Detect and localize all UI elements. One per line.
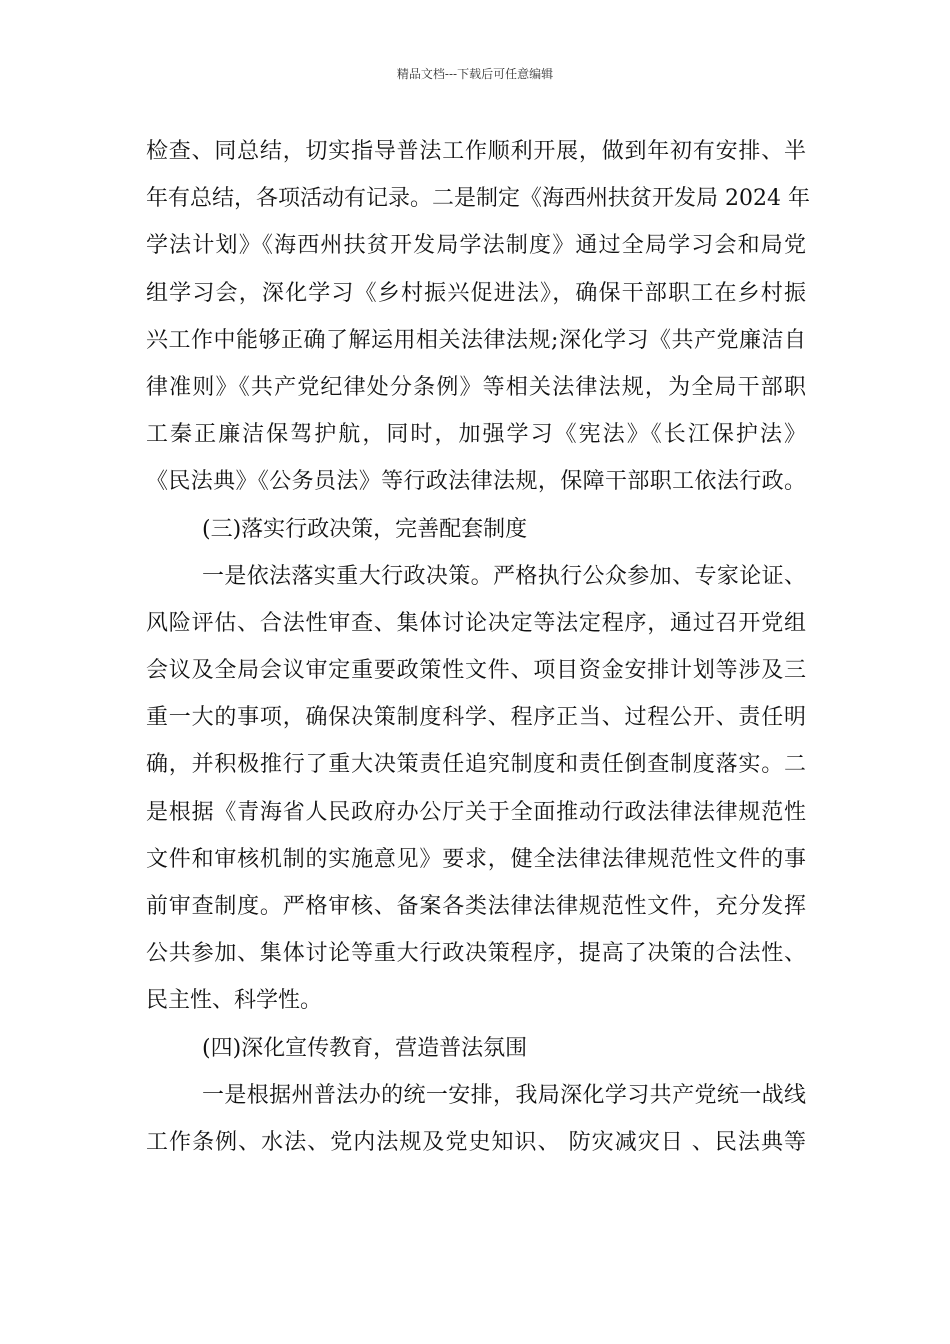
text-line: 《民法典》《公务员法》等行政法律法规，保障干部职工依法行政。: [146, 469, 806, 495]
text-line: 民主性、科学性。: [146, 988, 323, 1014]
text-line: 检查、同总结，切实指导普法工作顺利开展，做到年初有安排、半: [146, 139, 806, 164]
text-line: 是根据《青海省人民政府办公厅关于全面推动行政法律法律规范性: [146, 799, 806, 825]
page-header: 精品文档---下载后可任意编辑: [396, 67, 554, 81]
document-body: [146, 128, 810, 1166]
section-heading: (四)深化宣传教育，营造普法氛围: [202, 1035, 528, 1061]
text-line: 学法计划》《海西州扶贫开发局学法制度》通过全局学习会和局党: [146, 233, 806, 259]
text-line: 一是根据州普法办的统一安排，我局深化学习共产党统一战线: [202, 1082, 806, 1108]
text-line: 会议及全局会议审定重要政策性文件、项目资金安排计划等涉及三: [146, 658, 806, 684]
text-line: 文件和审核机制的实施意见》要求，健全法律法律规范性文件的事: [146, 846, 806, 872]
section-heading: (三)落实行政决策，完善配套制度: [202, 516, 528, 542]
text-line: 工作条例、水法、党内法规及党史知识、 防灾减灾日 、民法典等: [146, 1129, 806, 1155]
text-line: 组学习会，深化学习《乡村振兴促进法》，确保干部职工在乡村振: [146, 280, 806, 306]
text-line: 年有总结，各项活动有记录。二是制定《海西州扶贫开发局 2024 年: [146, 186, 810, 212]
text-line: 一是依法落实重大行政决策。严格执行公众参加、专家论证、: [202, 563, 806, 589]
text-line: 风险评估、合法性审查、集体讨论决定等法定程序，通过召开党组: [146, 610, 806, 636]
text-line: 前审查制度。严格审核、备案各类法律法律规范性文件，充分发挥: [146, 894, 806, 919]
text-line: 公共参加、集体讨论等重大行政决策程序，提高了决策的合法性、: [146, 941, 806, 967]
text-line: 律准则》《共产党纪律处分条例》等相关法律法规，为全局干部职: [146, 374, 806, 400]
text-line: 确，并积极推行了重大决策责任追究制度和责任倒查制度落实。二: [146, 752, 806, 778]
text-line: 重一大的事项，确保决策制度科学、程序正当、过程公开、责任明: [146, 705, 806, 731]
text-line: 兴工作中能够正确了解运用相关法律法规;深化学习《共产党廉洁自: [146, 327, 806, 353]
text-line: 工秦正廉洁保驾护航，同时，加强学习《宪法》《长江保护法》: [146, 422, 806, 448]
